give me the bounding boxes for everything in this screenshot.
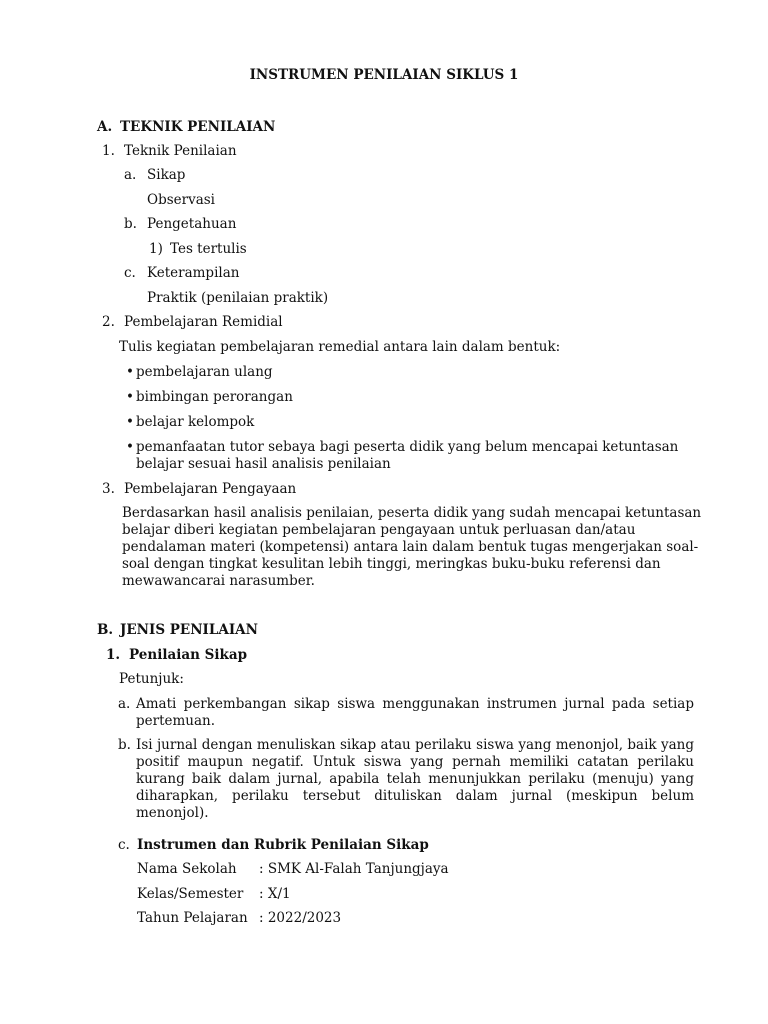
a2-intro: Tulis kegiatan pembelajaran remedial antara lain dalam bentuk: bbox=[119, 339, 561, 355]
a1a-label: Sikap bbox=[147, 167, 186, 183]
a1a-marker: a. bbox=[124, 167, 137, 183]
a2-label: Pembelajaran Remidial bbox=[124, 314, 283, 330]
info-label: Tahun Pelajaran bbox=[137, 910, 248, 926]
a2-marker: 2. bbox=[102, 314, 115, 330]
bullet-text: pembelajaran ulang bbox=[136, 364, 273, 380]
bullet-item bbox=[126, 414, 254, 431]
a1c-marker: c. bbox=[124, 265, 136, 281]
b1a-marker: a. bbox=[118, 696, 131, 712]
bullet-text: belajar kelompok bbox=[136, 414, 255, 430]
a3-paragraph-line: belajar diberi kegiatan pembelajaran pengayaan untuk perluasan dan/atau bbox=[122, 522, 636, 538]
bullet-icon: • bbox=[126, 364, 134, 380]
info-row bbox=[137, 910, 341, 927]
bc-heading: Instrumen dan Rubrik Penilaian Sikap bbox=[137, 837, 429, 853]
b1a-text: Amati perkembangan sikap siswa menggunakan instrumen jurnal pada setiap pertemuan. bbox=[136, 696, 694, 729]
bullet-icon: • bbox=[126, 389, 134, 405]
a3-label: Pembelajaran Pengayaan bbox=[124, 481, 297, 497]
a1c-label: Keterampilan bbox=[147, 265, 240, 281]
info-row bbox=[137, 861, 449, 878]
section-b-marker: B. bbox=[97, 622, 114, 638]
bullet-icon: • bbox=[126, 439, 134, 455]
info-value: : 2022/2023 bbox=[259, 910, 342, 926]
b1-marker: 1. bbox=[106, 647, 121, 663]
petunjuk-label: Petunjuk: bbox=[119, 671, 184, 687]
bullet-text: pemanfaatan tutor sebaya bagi peserta didik yang belum mencapai ketuntasan bbox=[136, 439, 679, 455]
section-b-heading: JENIS PENILAIAN bbox=[120, 622, 258, 638]
bullet-item bbox=[126, 364, 273, 381]
a1b-sub-marker: 1) bbox=[149, 241, 163, 257]
info-value: : SMK Al-Falah Tanjungjaya bbox=[259, 861, 449, 877]
a1c-detail: Praktik (penilaian praktik) bbox=[147, 290, 329, 306]
a3-paragraph-line: mewawancarai narasumber. bbox=[122, 573, 315, 589]
bullet-text-continued: belajar sesuai hasil analisis penilaian bbox=[136, 456, 391, 472]
info-label: Nama Sekolah bbox=[137, 861, 237, 877]
a1-marker: 1. bbox=[102, 143, 115, 159]
a1-label: Teknik Penilaian bbox=[124, 143, 237, 159]
info-label: Kelas/Semester bbox=[137, 886, 244, 902]
a1a-detail: Observasi bbox=[147, 192, 216, 208]
bullet-item bbox=[126, 439, 678, 456]
bullet-text: bimbingan perorangan bbox=[136, 389, 293, 405]
a1b-sub-label: Tes tertulis bbox=[170, 241, 247, 257]
b1b-marker: b. bbox=[118, 737, 131, 753]
b1b-text: Isi jurnal dengan menuliskan sikap atau perilaku siswa yang menonjol, baik yang positif maupun negatif. Untuk siswa yang pernah memiliki catatan perilaku kurang baik dalam jurnal, apabila telah menunjukkan perilaku (menuju) yang diharapkan, perilaku tersebut dituliskan dalam jurnal (meskipun belum menonjol). bbox=[136, 737, 694, 821]
section-a-heading: TEKNIK PENILAIAN bbox=[120, 119, 276, 135]
b1-label: Penilaian Sikap bbox=[129, 647, 248, 663]
bullet-item bbox=[126, 389, 293, 406]
a3-paragraph-line: Berdasarkan hasil analisis penilaian, peserta didik yang sudah mencapai ketuntasan bbox=[122, 505, 702, 521]
bullet-icon: • bbox=[126, 414, 134, 430]
section-a-marker: A. bbox=[97, 119, 113, 135]
a3-marker: 3. bbox=[102, 481, 115, 497]
page-title: INSTRUMEN PENILAIAN SIKLUS 1 bbox=[249, 67, 519, 83]
a3-paragraph-line: soal dengan tingkat kesulitan lebih tinggi, meringkas buku-buku referensi dan bbox=[122, 556, 661, 572]
info-row bbox=[137, 886, 291, 903]
bc-marker: c. bbox=[118, 837, 130, 853]
a1b-label: Pengetahuan bbox=[147, 216, 237, 232]
a3-paragraph-line: pendalaman materi (kompetensi) antara lain dalam bentuk tugas mengerjakan soal- bbox=[122, 539, 699, 555]
a1b-marker: b. bbox=[124, 216, 137, 232]
info-value: : X/1 bbox=[259, 886, 291, 902]
